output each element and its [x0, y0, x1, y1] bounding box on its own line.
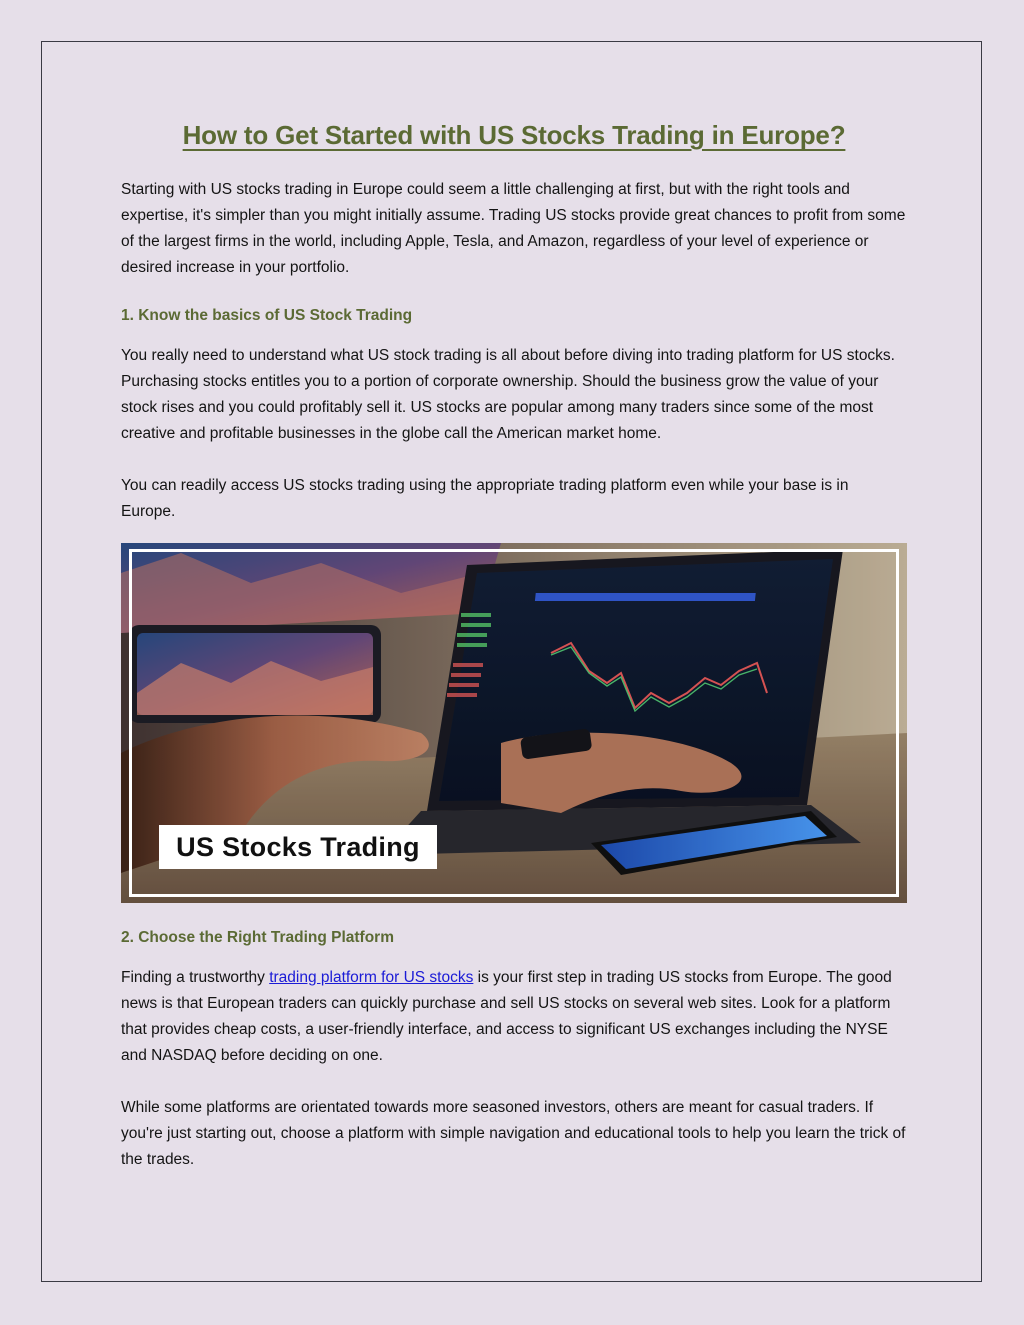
intro-paragraph: Starting with US stocks trading in Europe could seem a little challenging at first, but with the right tools and expertise, it's simpler than you might initially assume. Trading US stocks provide great chances to profit from some of the largest firms in the world, including Apple, Tesla, and Amazon, regardless of your level of experience or desired increase in your portfolio.: [121, 181, 906, 276]
section-2-text-before-link: Finding a trustworthy: [121, 969, 270, 986]
article-title: How to Get Started with US Stocks Trading in Europe?: [182, 120, 846, 150]
section-2-paragraph-2: While some platforms are orientated towards more seasoned investors, others are meant for casual traders. If you're just starting out, choose a platform with simple navigation and educational tools to help you learn the trick of the trades.: [121, 1099, 906, 1168]
photo-caption-box: [159, 825, 437, 869]
section-1-paragraph-1: You really need to understand what US stock trading is all about before diving into trading platform for US stocks. Purchasing stocks entitles you to a portion of corporate ownership. Should the business grow the value of your stock rises and you could profitably sell it. US stocks are popular among many traders since some of the most creative and profitable businesses in the globe call the American market home.: [121, 347, 895, 442]
section-2-paragraph-1: [121, 965, 907, 1069]
section-1-paragraph-2: You can readily access US stocks trading using the appropriate trading platform even while your base is in Europe.: [121, 477, 849, 520]
photo-caption: US Stocks Trading: [176, 831, 420, 862]
section-1-heading: 1. Know the basics of US Stock Trading: [121, 307, 413, 324]
article: [121, 120, 907, 1173]
trading-platform-link[interactable]: trading platform for US stocks: [269, 969, 474, 986]
stock-trading-photo: [121, 543, 907, 903]
section-2-heading: 2. Choose the Right Trading Platform: [121, 929, 394, 946]
section-2-text-after-link: is your first step in trading US stocks from Europe. The good news is that European traders can quickly purchase and sell US stocks on several web sites. Look for a platform that provides cheap costs, a user-friendly interface, and access to significant US exchanges including the NYSE and NASDAQ before deciding on one.: [121, 969, 892, 1064]
